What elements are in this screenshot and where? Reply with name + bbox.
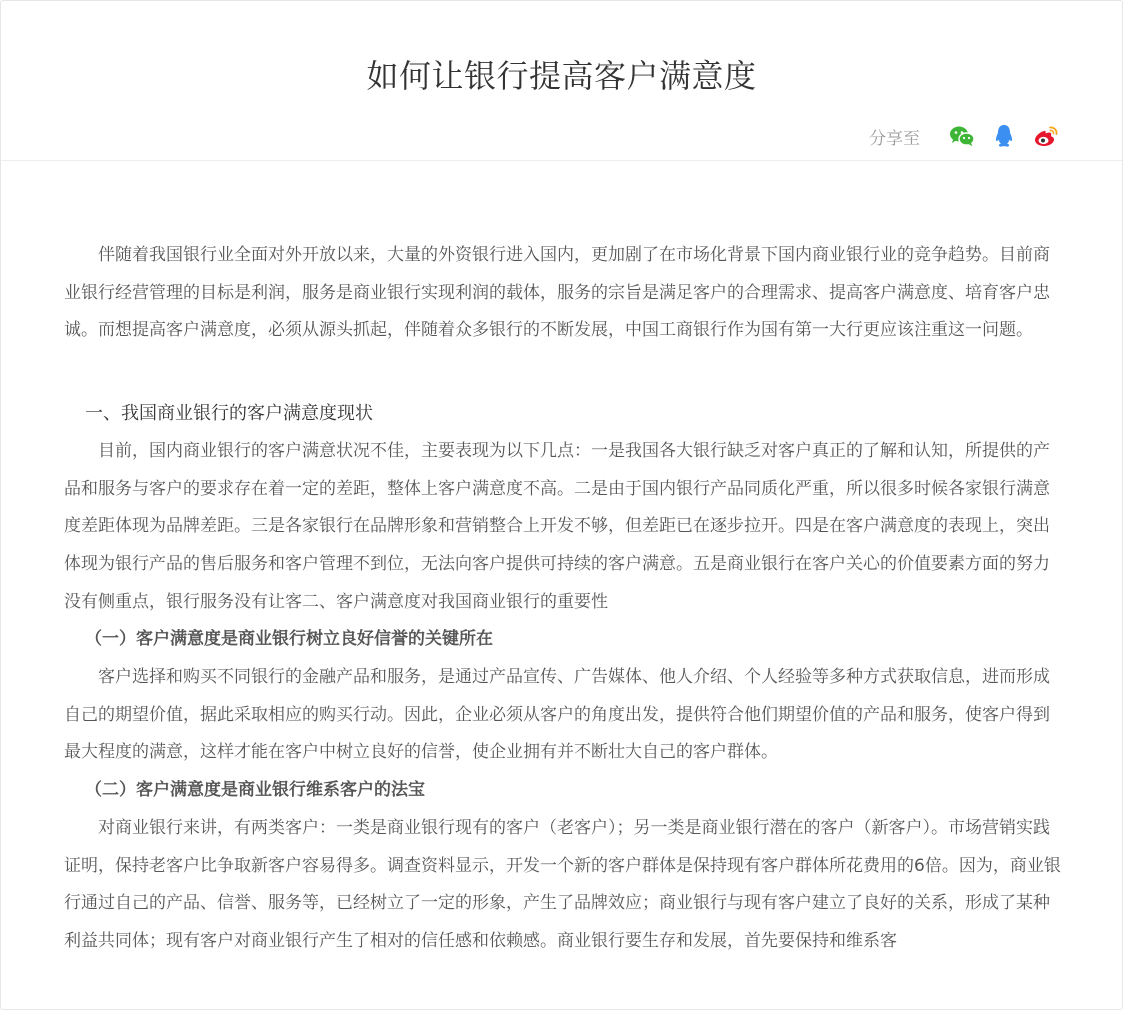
section-heading: 一、我国商业银行的客户满意度现状 (85, 403, 373, 425)
subsection-paragraph: 对商业银行来讲，有两类客户：一类是商业银行现有的客户（老客户）；另一类是商业银行潜在的客户（新客户）。市场营销实践证明，保持老客户比争取新客户容易得多。调查资料显示，开发一个新的客户群体是保持现有客户群体所花费用的6倍。因为，商业银行通过自己的产品、信誉、服务等，已经树立了一定的形象，产生了品牌效应；商业银行与现有客户建立了良好的关系，形成了某种利益共同体；现有客户对商业银行产生了相对的信任感和依赖感。商业银行要生存和发展，首先要保持和维系客 (64, 817, 1061, 951)
intro-paragraph: 伴随着我国银行业全面对外开放以来，大量的外资银行进入国内，更加剧了在市场化背景下国内商业银行业的竞争趋势。目前商业银行经营管理的目标是利润，服务是商业银行实现利润的载体，服务的宗旨是满足客户的合理需求、提高客户满意度、培育客户忠诚。而想提高客户满意度，必须从源头抓起，伴随着众多银行的不断发展，中国工商银行作为国有第一大行更应该注重这一问题。 (64, 245, 1050, 341)
share-bar (869, 122, 1060, 150)
subsection-paragraph: 客户选择和购买不同银行的金融产品和服务，是通过产品宣传、广告媒体、他人介绍、个人经验等多种方式获取信息，进而形成自己的期望价值，据此采取相应的购买行动。因此，企业必须从客户的角度出发，提供符合他们期望价值的产品和服务，使客户得到最大程度的满意，这样才能在客户中树立良好的信誉，使企业拥有并不断壮大自己的客户群体。 (64, 667, 1050, 763)
qq-icon[interactable] (990, 122, 1018, 150)
article-header (1, 1, 1122, 161)
article-body (64, 237, 1064, 961)
page-title: 如何让银行提高客户满意度 (366, 57, 757, 95)
weibo-icon[interactable] (1032, 122, 1060, 150)
subsection-heading: （二）客户满意度是商业银行维系客户的法宝 (85, 780, 425, 801)
share-label: 分享至 (869, 128, 920, 149)
subsection-heading: （一）客户满意度是商业银行树立良好信誉的关键所在 (85, 629, 493, 650)
wechat-icon[interactable] (948, 122, 976, 150)
section-paragraph: 目前，国内商业银行的客户满意状况不佳，主要表现为以下几点：一是我国各大银行缺乏对客户真正的了解和认知，所提供的产品和服务与客户的要求存在着一定的差距，整体上客户满意度不高。二是由于国内银行产品同质化严重，所以很多时候各家银行满意度差距体现为品牌差距。三是各家银行在品牌形象和营销整合上开发不够，但差距已在逐步拉开。四是在客户满意度的表现上，突出体现为银行产品的售后服务和客户管理不到位，无法向客户提供可持续的客户满意。五是商业银行在客户关心的价值要素方面的努力没有侧重点，银行服务没有让客二、客户满意度对我国商业银行的重要性 (64, 440, 1050, 612)
